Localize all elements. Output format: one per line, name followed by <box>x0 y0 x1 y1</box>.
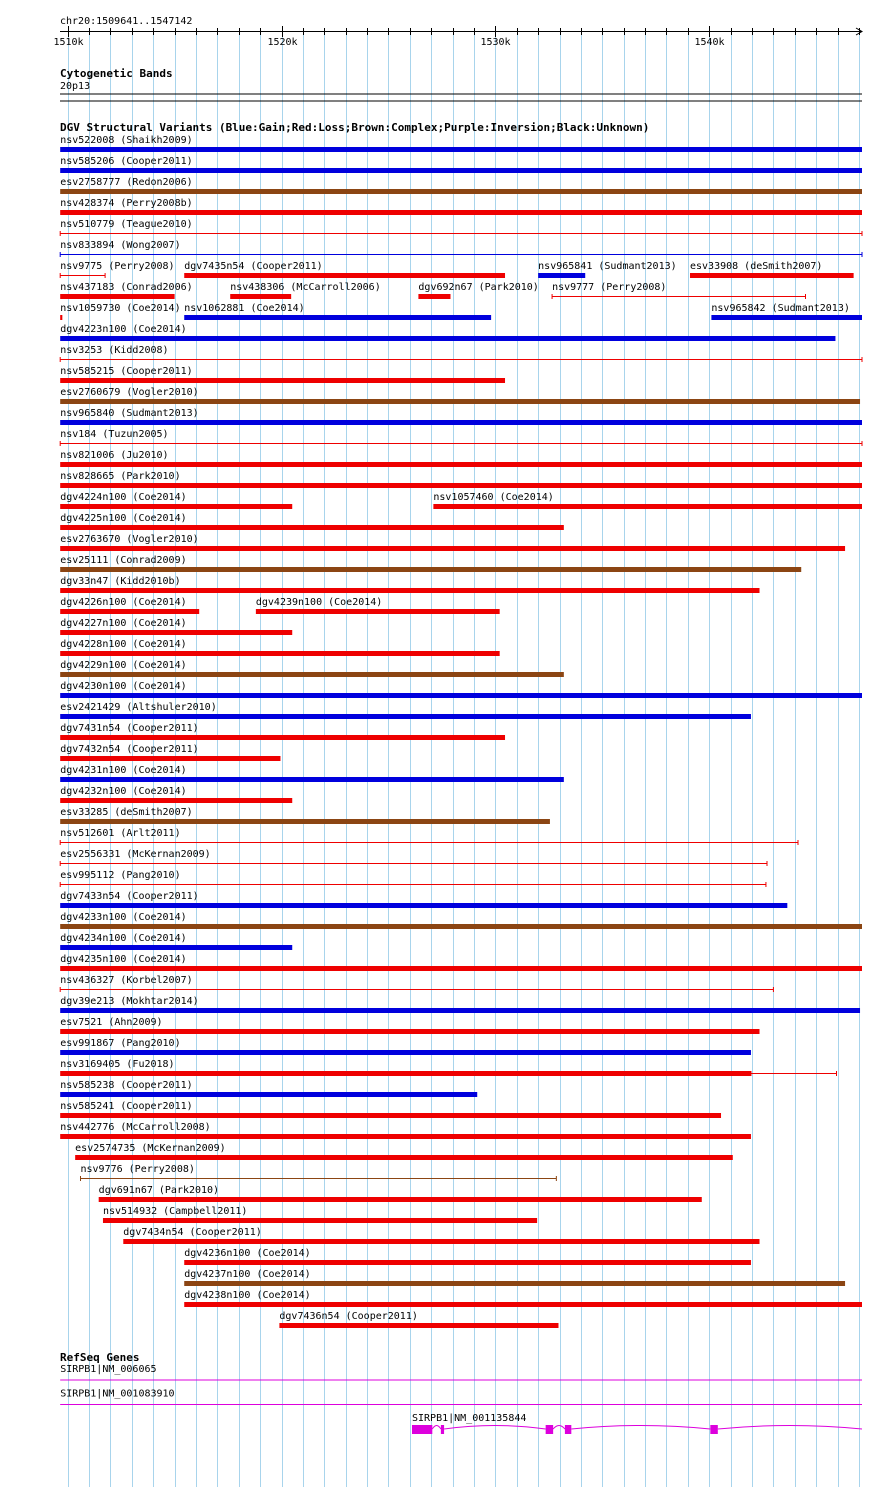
variant-bar <box>60 336 835 341</box>
variant-bar <box>256 609 500 614</box>
gene-intron-line <box>432 1426 441 1430</box>
variant-label: dgv4230n100 (Coe2014) <box>60 681 187 692</box>
variant-label: nsv510779 (Teague2010) <box>60 219 193 230</box>
variant-label: dgv7435n54 (Cooper2011) <box>184 261 323 272</box>
refseq-track-title: RefSeq Genes <box>60 1351 140 1364</box>
variant-label: nsv428374 (Perry2008b) <box>60 198 193 209</box>
variant-label: nsv437183 (Conrad2006) <box>60 282 193 293</box>
variant-bar <box>433 504 862 509</box>
variant-label: nsv585215 (Cooper2011) <box>60 366 193 377</box>
variant-label: dgv4227n100 (Coe2014) <box>60 618 187 629</box>
variant-label: dgv4236n100 (Coe2014) <box>184 1248 311 1259</box>
variant-bar <box>60 210 862 215</box>
variant-label: dgv4224n100 (Coe2014) <box>60 492 187 503</box>
variant-label: nsv1059730 (Coe2014) <box>60 303 181 314</box>
variant-bar <box>60 651 499 656</box>
variant-label: nsv512601 (Arlt2011) <box>60 828 181 839</box>
variant-bar <box>60 483 862 488</box>
variant-bar <box>60 777 564 782</box>
variant-label: nsv3169405 (Fu2018) <box>60 1059 175 1070</box>
variant-bar <box>184 1302 862 1307</box>
variant-label: dgv4237n100 (Coe2014) <box>184 1269 311 1280</box>
variant-bar <box>60 672 564 677</box>
variant-bar <box>60 903 787 908</box>
variant-label: nsv585206 (Cooper2011) <box>60 156 193 167</box>
gene-exon-block <box>441 1425 444 1434</box>
variant-bar <box>711 315 862 320</box>
gene-exon-block <box>710 1425 717 1434</box>
variant-label: esv2556331 (McKernan2009) <box>60 849 211 860</box>
variant-bar <box>60 945 292 950</box>
variant-label: dgv4229n100 (Coe2014) <box>60 660 187 671</box>
variant-label: nsv833894 (Wong2007) <box>60 240 181 251</box>
gene-label: SIRPB1|NM_001135844 <box>411 1413 527 1424</box>
variant-label: nsv9777 (Perry2008) <box>552 282 667 293</box>
variant-bar <box>60 168 862 173</box>
variant-label: dgv7433n54 (Cooper2011) <box>60 891 199 902</box>
variant-bar <box>60 693 862 698</box>
gene-exon-block <box>565 1425 571 1434</box>
variant-bar <box>60 504 292 509</box>
variant-bar <box>60 399 860 404</box>
variant-label: esv33285 (deSmith2007) <box>60 807 193 818</box>
variant-bar <box>60 525 564 530</box>
variant-label: dgv4238n100 (Coe2014) <box>184 1290 311 1301</box>
variant-label: esv991867 (Pang2010) <box>60 1038 181 1049</box>
variant-label: nsv9776 (Perry2008) <box>80 1164 195 1175</box>
variant-bar <box>60 1092 477 1097</box>
variant-bar <box>60 315 62 320</box>
gene-intron-line <box>60 1379 862 1380</box>
variant-bar <box>60 567 801 572</box>
variant-label: nsv585241 (Cooper2011) <box>60 1101 193 1112</box>
variant-label: nsv965840 (Sudmant2013) <box>60 408 199 419</box>
variant-label: dgv7432n54 (Cooper2011) <box>60 744 199 755</box>
variant-label: dgv39e213 (Mokhtar2014) <box>60 996 199 1007</box>
gene-exon-block <box>546 1425 553 1434</box>
variant-label: nsv438306 (McCarroll2006) <box>230 282 381 293</box>
refseq-genes-track <box>60 1364 862 1434</box>
variant-bar <box>60 1071 751 1076</box>
variant-label: nsv184 (Tuzun2005) <box>60 429 169 440</box>
gene-label: SIRPB1|NM_006065 <box>60 1364 157 1375</box>
variant-bar <box>60 819 550 824</box>
gene-exon-block <box>412 1425 432 1434</box>
variant-bar <box>60 630 292 635</box>
cytoband-label: 20p13 <box>60 81 91 92</box>
variant-label: dgv33n47 (Kidd2010b) <box>60 576 181 587</box>
variant-bar <box>60 756 280 761</box>
variant-bar <box>184 1281 845 1286</box>
variant-bar <box>60 1050 751 1055</box>
variant-bar <box>60 189 862 194</box>
variant-bar <box>279 1323 558 1328</box>
variant-label: dgv4233n100 (Coe2014) <box>60 912 187 923</box>
variant-label: nsv821006 (Ju2010) <box>60 450 169 461</box>
gene-label: SIRPB1|NM_001083910 <box>60 1388 175 1400</box>
variant-bar <box>123 1239 759 1244</box>
variant-bar <box>60 1029 759 1034</box>
variant-bar <box>60 294 174 299</box>
gene-intron-line <box>553 1426 565 1430</box>
variant-label: nsv442776 (McCarroll2008) <box>60 1122 211 1133</box>
variant-label: esv2763670 (Vogler2010) <box>60 534 199 545</box>
ruler-tick-label: 1530k <box>480 37 511 48</box>
variant-label: dgv7431n54 (Cooper2011) <box>60 723 199 734</box>
variant-label: esv2758777 (Redon2006) <box>60 177 193 188</box>
variant-label: dgv7434n54 (Cooper2011) <box>123 1227 262 1238</box>
variant-label: esv33908 (deSmith2007) <box>690 261 823 272</box>
variant-bar <box>418 294 450 299</box>
variant-bar <box>184 1260 751 1265</box>
cytoband-track-title: Cytogenetic Bands <box>60 67 173 80</box>
variant-label: dgv4239n100 (Coe2014) <box>255 597 383 608</box>
variant-label: dgv4234n100 (Coe2014) <box>60 933 187 944</box>
variant-label: nsv1057460 (Coe2014) <box>433 492 554 503</box>
variant-bar <box>60 378 505 383</box>
variant-label: esv2760679 (Vogler2010) <box>60 387 199 398</box>
variant-label: nsv522008 (Shaikh2009) <box>60 135 193 146</box>
variant-label: dgv4232n100 (Coe2014) <box>60 786 187 797</box>
variant-bar <box>60 924 862 929</box>
variant-label: dgv4226n100 (Coe2014) <box>60 597 187 608</box>
variant-label: nsv828665 (Park2010) <box>60 471 181 482</box>
variant-bar <box>230 294 291 299</box>
variant-bar <box>60 588 759 593</box>
variant-bar <box>60 609 199 614</box>
variant-label: dgv4225n100 (Coe2014) <box>60 513 187 524</box>
ruler-tick-label: 1540k <box>694 37 725 48</box>
gene-intron-line <box>444 1426 546 1430</box>
variant-bar <box>99 1197 702 1202</box>
variant-bar <box>60 966 862 971</box>
variant-bar <box>538 273 585 278</box>
coordinate-ruler <box>53 26 862 48</box>
gene-intron-line <box>60 1404 862 1405</box>
variant-bar <box>103 1218 537 1223</box>
variant-label: nsv1062881 (Coe2014) <box>184 303 305 314</box>
variant-label: dgv691n67 (Park2010) <box>98 1185 220 1196</box>
region-label: chr20:1509641..1547142 <box>60 16 193 27</box>
variant-bar <box>60 1113 721 1118</box>
variant-bar <box>60 147 862 152</box>
variant-label: nsv965842 (Sudmant2013) <box>711 303 850 314</box>
variant-label: nsv965841 (Sudmant2013) <box>538 261 677 272</box>
variant-label: dgv4223n100 (Coe2014) <box>60 324 187 335</box>
variant-label: esv25111 (Conrad2009) <box>60 555 187 566</box>
variant-label: nsv436327 (Korbel2007) <box>60 975 193 986</box>
gene-intron-line <box>718 1426 862 1430</box>
variant-bar <box>184 315 491 320</box>
variant-label: esv995112 (Pang2010) <box>60 870 181 881</box>
variant-bar <box>60 1134 751 1139</box>
variant-bar <box>75 1155 733 1160</box>
variant-label: esv7521 (Ahn2009) <box>60 1017 163 1028</box>
variant-label: esv2421429 (Altshuler2010) <box>60 702 217 713</box>
variant-bar <box>60 462 862 467</box>
variant-label: dgv4231n100 (Coe2014) <box>60 765 187 776</box>
variant-bar <box>60 420 862 425</box>
gene-intron-line <box>571 1426 710 1430</box>
variant-label: dgv4235n100 (Coe2014) <box>60 954 187 965</box>
variant-label: nsv3253 (Kidd2008) <box>60 345 169 356</box>
variant-bar <box>690 273 854 278</box>
variant-bar <box>184 273 505 278</box>
dgv-variants-track <box>60 135 862 1328</box>
variant-bar <box>60 714 751 719</box>
variant-label: esv2574735 (McKernan2009) <box>75 1143 226 1154</box>
variant-label: nsv514932 (Campbell2011) <box>102 1206 248 1217</box>
variant-bar <box>60 735 505 740</box>
dgv-track-title: DGV Structural Variants (Blue:Gain;Red:Loss;Brown:Complex;Purple:Inversion;Black:Unknown) <box>60 121 650 134</box>
variant-bar <box>60 546 845 551</box>
variant-label: dgv692n67 (Park2010) <box>418 282 539 293</box>
variant-label: dgv7436n54 (Cooper2011) <box>279 1311 418 1322</box>
ruler-tick-label: 1520k <box>267 37 298 48</box>
variant-label: nsv9775 (Perry2008) <box>60 261 175 272</box>
ruler-tick-label: 1510k <box>53 37 84 48</box>
variant-bar <box>60 1008 860 1013</box>
variant-bar <box>60 798 292 803</box>
variant-label: nsv585238 (Cooper2011) <box>60 1080 193 1091</box>
variant-label: dgv4228n100 (Coe2014) <box>60 639 187 650</box>
